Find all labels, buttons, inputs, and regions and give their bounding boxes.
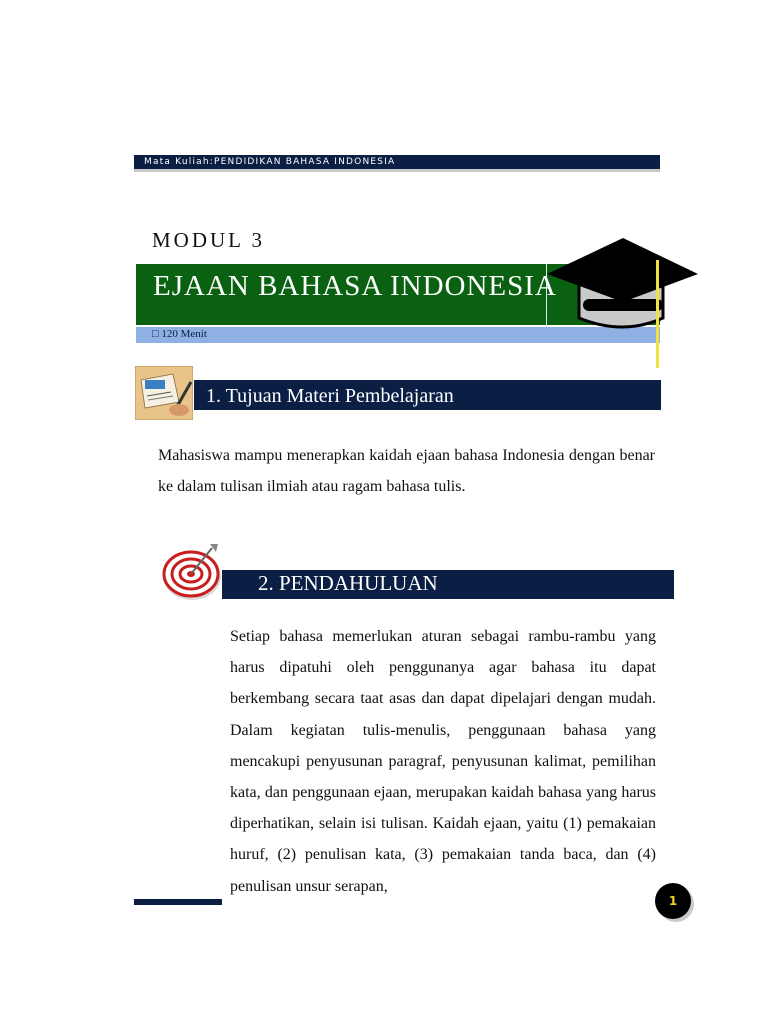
- notebook-pen-icon: [135, 366, 193, 420]
- page-number-badge: 1: [655, 883, 691, 919]
- module-title: EJAAN BAHASA INDONESIA: [153, 270, 557, 302]
- section1-paragraph: Mahasiswa mampu menerapkan kaidah ejaan bahasa Indonesia dengan benar ke dalam tulisan ilmiah atau ragam bahasa tulis.: [158, 447, 655, 495]
- section2-paragraph: Setiap bahasa memerlukan aturan sebagai rambu-rambu yang harus dipatuhi oleh penggunanya agar bahasa itu dapat berkembang secara taat asas dan dapat dipelajari dengan mudah. Dalam kegiatan tulis-menulis, penggunaan bahasa yang mencakupi penyusunan paragraf, penyusunan kalimat, pemilihan kata, dan penggunaan ejaan, merupakan kaidah bahasa yang harus diperhatikan, selain isi tulisan. Kaidah ejaan, yaitu (1) pemakaian huruf, (2) penulisan kata, (3) pemakaian tanda baca, dan (4) penulisan unsur serapan,: [230, 628, 656, 895]
- duration-label: □ 120 Menit: [152, 328, 207, 340]
- module-number: MODUL 3: [152, 228, 265, 252]
- footer-rule: [134, 899, 222, 905]
- section1-title: 1. Tujuan Materi Pembelajaran: [206, 385, 454, 407]
- cap-tassel: [656, 260, 659, 368]
- graduation-cap-icon: [545, 236, 701, 340]
- target-dart-icon: [160, 542, 224, 602]
- section2-title: 2. PENDAHULUAN: [258, 571, 438, 595]
- course-header: Mata Kuliah:PENDIDIKAN BAHASA INDONESIA: [134, 155, 660, 169]
